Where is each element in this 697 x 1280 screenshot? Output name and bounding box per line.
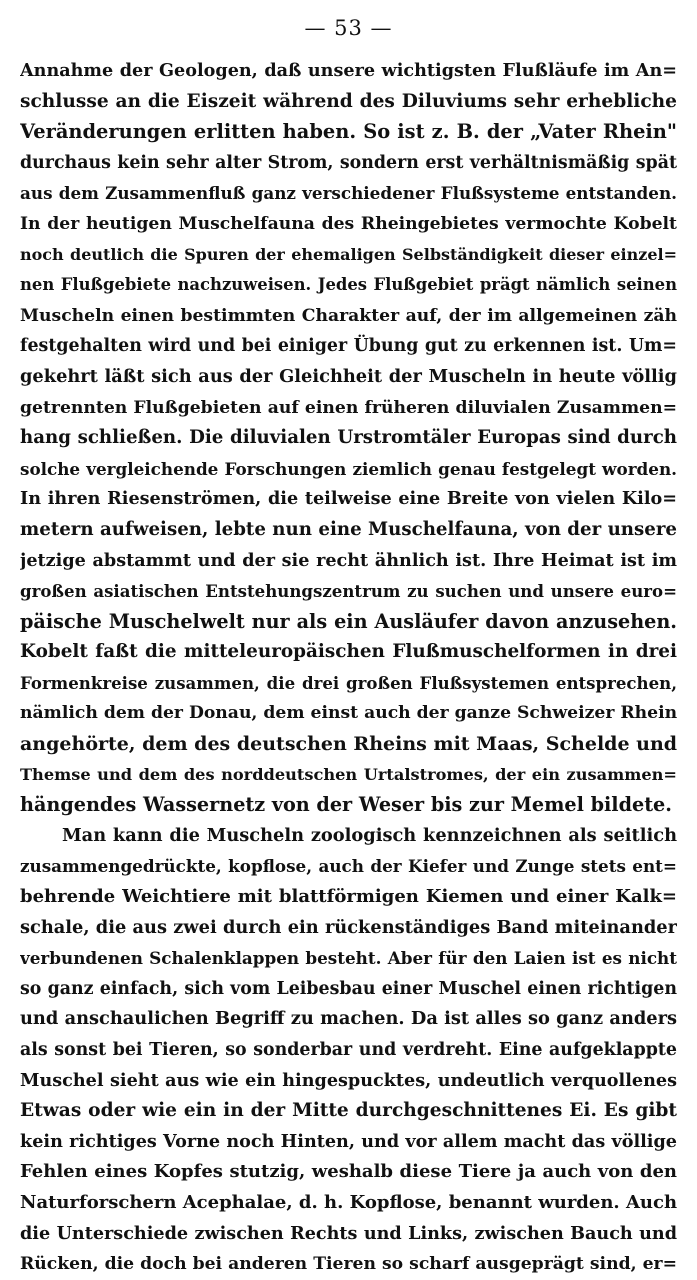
text-line: Rücken, die doch bei anderen Tieren so scharf ausgeprägt sind, er= [20,1254,677,1275]
text-line: Naturforschern Acephalae, d. h. Kopflose, benannt wurden. Auch [20,1191,677,1213]
text-line: die Unterschiede zwischen Rechts und Links, zwischen Bauch und [20,1222,677,1244]
text-line: und anschaulichen Begriff zu machen. Da ist alles so ganz anders [20,1008,677,1030]
text-line: In ihren Riesenströmen, die teilweise eine Breite von vielen Kilo= [20,488,677,510]
text-line: nämlich dem der Donau, dem einst auch der ganze Schweizer Rhein [20,703,677,724]
text-line: aus dem Zusammenfluß ganz verschiedener Flußsysteme entstanden. [20,183,677,204]
text-line: Formenkreise zusammen, die drei großen Flußsystemen entsprechen, [20,672,677,693]
text-line: päische Muschelwelt nur als ein Ausläufer davon anzusehen. [20,609,677,633]
text-line: hang schließen. Die diluvialen Urstromtäler Europas sind durch [20,427,677,449]
text-line: festgehalten wird und bei einiger Übung gut zu erkennen ist. Um= [20,336,677,357]
text-line: Muscheln einen bestimmten Charakter auf, der im allgemeinen zäh [20,305,677,326]
text-line: schale, die aus zwei durch ein rückenständiges Band miteinander [20,916,677,938]
text-line: kein richtiges Vorne noch Hinten, und vor allem macht das völlige [20,1130,677,1152]
text-line: In der heutigen Muschelfauna des Rheingebietes vermochte Kobelt [20,213,677,234]
text-line: gekehrt läßt sich aus der Gleichheit der Muscheln in heute völlig [20,365,677,387]
text-line: metern aufweisen, lebte nun eine Muschelfauna, von der unsere [20,518,677,540]
text-line: schlusse an die Eiszeit während des Diluviums sehr erhebliche [20,90,677,112]
text-line: als sonst bei Tieren, so sonderbar und verdreht. Eine aufgeklappte [20,1040,677,1060]
page-body-text [20,56,677,1280]
text-line: Fehlen eines Kopfes stutzig, weshalb diese Tiere ja auch von den [20,1161,677,1183]
text-line: angehörte, dem des deutschen Rheins mit Maas, Schelde und [20,733,677,756]
text-line: hängendes Wassernetz von der Weser bis zur Memel bildete. [20,793,672,817]
text-line: Annahme der Geologen, daß unsere wichtigsten Flußläufe im An= [20,60,677,81]
text-line: jetzige abstammt und der sie recht ähnlich ist. Ihre Heimat ist im [20,549,677,571]
text-line: nen Flußgebiete nachzuweisen. Jedes Flußgebiet prägt nämlich seinen [20,275,677,295]
text-line: Themse und dem des norddeutschen Urtalstromes, der ein zusammen= [20,764,677,784]
text-line: Man kann die Muscheln zoologisch kennzeichnen als seitlich [62,824,677,846]
text-line: zusammengedrückte, kopflose, auch der Kiefer und Zunge stets ent= [20,856,677,877]
text-line: verbundenen Schalenklappen besteht. Aber für den Laien ist es nicht [20,948,677,969]
text-line: behrende Weichtiere mit blattförmigen Kiemen und einer Kalk= [20,886,677,908]
text-line: so ganz einfach, sich vom Leibesbau einer Muschel einen richtigen [20,978,677,999]
page-number: — 53 — [304,16,393,40]
text-line: Etwas oder wie ein in der Mitte durchgeschnittenes Ei. Es gibt [20,1100,677,1122]
text-line: solche vergleichende Forschungen ziemlich genau festgelegt worden. [20,458,677,479]
text-line: noch deutlich die Spuren der ehemaligen Selbständigkeit dieser einzel= [20,244,677,264]
text-line: getrennten Flußgebieten auf einen früheren diluvialen Zusammen= [20,397,677,418]
text-line: großen asiatischen Entstehungszentrum zu suchen und unsere euro= [20,581,677,602]
text-line: Veränderungen erlitten haben. So ist z. B. der „Vater Rhein" [20,120,677,144]
text-line: Kobelt faßt die mitteleuropäischen Flußmuschelformen in drei [20,641,677,663]
text-line: durchaus kein sehr alter Strom, sondern erst verhältnismäßig spät [20,152,677,173]
text-line: Muschel sieht aus wie ein hingespucktes, undeutlich verquollenes [20,1069,677,1091]
